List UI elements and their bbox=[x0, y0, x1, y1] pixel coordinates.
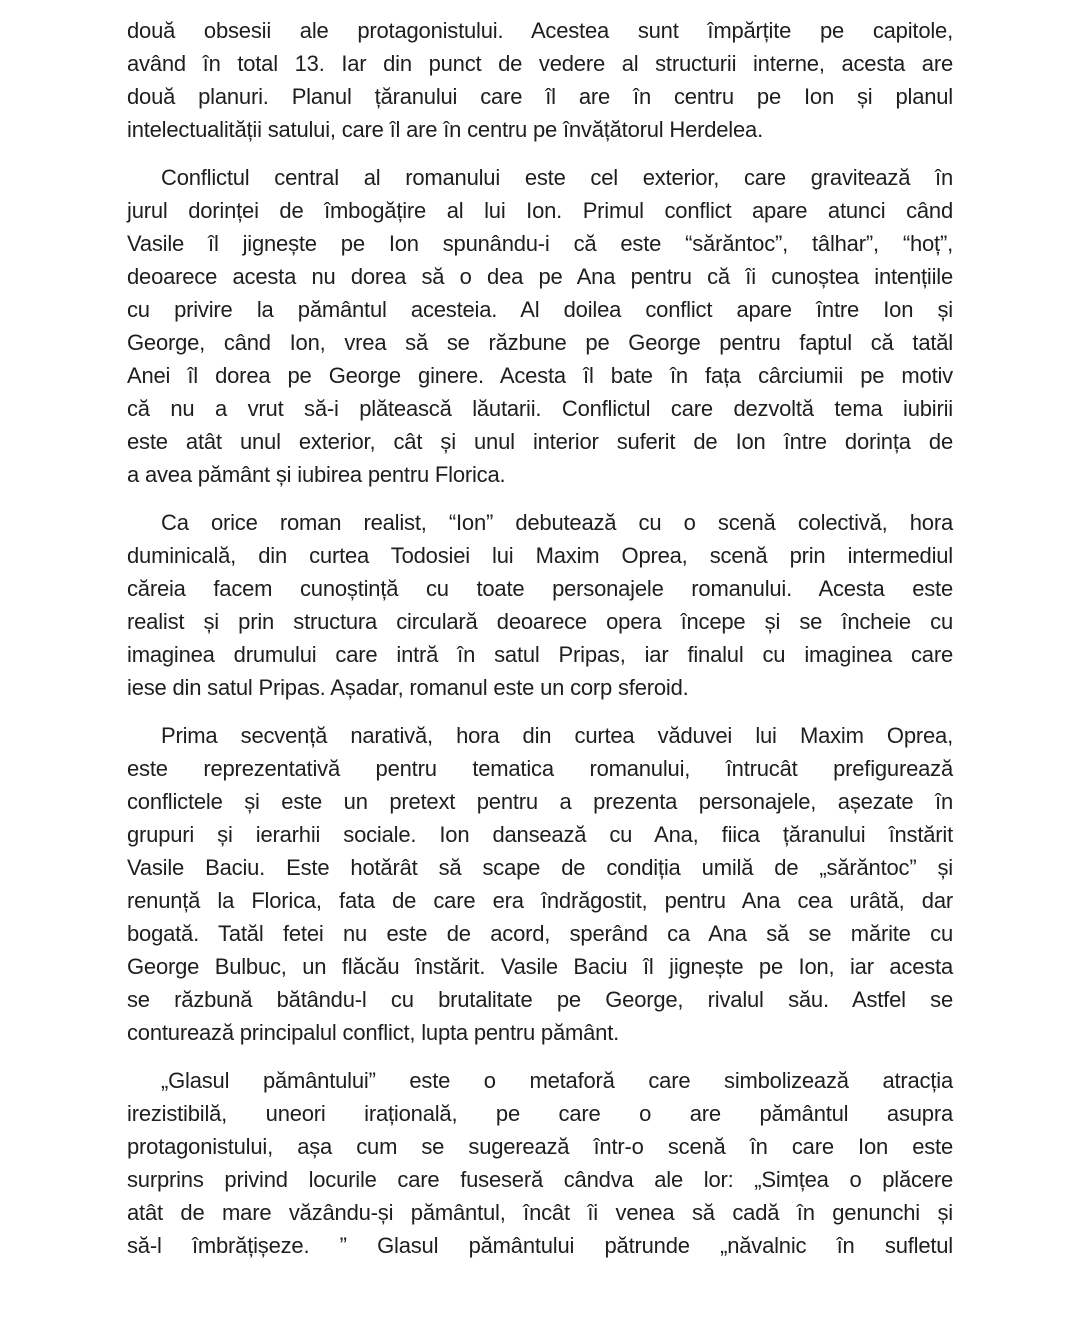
paragraph bbox=[127, 1064, 953, 1262]
text-line: că nu a vrut să-i plătească lăutarii. Conflictul care dezvoltă tema iubirii bbox=[127, 396, 953, 421]
text-line: Ca orice roman realist, “Ion” debutează cu o scenă colectivă, hora bbox=[161, 510, 953, 535]
text-line: având în total 13. Iar din punct de vedere al structurii interne, acesta are bbox=[127, 51, 953, 76]
text-line: este atât unul exterior, cât și unul interior suferit de Ion între dorința de bbox=[127, 429, 953, 454]
text-line: „Glasul pământului” este o metaforă care simbolizează atracția bbox=[161, 1068, 953, 1093]
text-line: Prima secvență narativă, hora din curtea văduvei lui Maxim Oprea, bbox=[161, 723, 953, 748]
text-line: realist și prin structura circulară deoarece opera începe și se încheie cu bbox=[127, 609, 953, 634]
text-line: Anei îl dorea pe George ginere. Acesta îl bate în fața cârciumii pe motiv bbox=[127, 363, 953, 388]
text-line: deoarece acesta nu dorea să o dea pe Ana pentru că îi cunoștea intențiile bbox=[127, 264, 953, 289]
text-line: căreia facem cunoștință cu toate personajele romanului. Acesta este bbox=[127, 576, 953, 601]
text-line: să-l îmbrățișeze. ” Glasul pământului pătrunde „năvalnic în sufletul bbox=[127, 1233, 953, 1258]
text-line: irezistibilă, uneori irațională, pe care o are pământul asupra bbox=[127, 1101, 953, 1126]
text-line: conturează principalul conflict, lupta pentru pământ. bbox=[127, 1020, 620, 1045]
text-line: iese din satul Pripas. Așadar, romanul este un corp sferoid. bbox=[127, 675, 689, 700]
text-line: George Bulbuc, un flăcău înstărit. Vasile Baciu îl jignește pe Ion, iar acesta bbox=[127, 954, 953, 979]
text-line: renunță la Florica, fata de care era îndrăgostit, pentru Ana cea urâtă, dar bbox=[127, 888, 953, 913]
text-line: surprins privind locurile care fuseseră cândva ale lor: „Simțea o plăcere bbox=[127, 1167, 953, 1192]
paragraph bbox=[127, 506, 953, 704]
text-line: Vasile Baciu. Este hotărât să scape de condiția umilă de „sărăntoc” și bbox=[127, 855, 953, 880]
text-line: intelectualității satului, care îl are în centru pe învățătorul Herdelea. bbox=[127, 117, 763, 142]
text-line: Vasile îl jignește pe Ion spunându-i că este “sărăntoc”, tâlhar”, “hoț”, bbox=[127, 231, 953, 256]
text-line: se răzbună bătându-l cu brutalitate pe George, rivalul său. Astfel se bbox=[127, 987, 953, 1012]
text-line: George, când Ion, vrea să se răzbune pe George pentru faptul că tatăl bbox=[127, 330, 953, 355]
text-line: imaginea drumului care intră în satul Pripas, iar finalul cu imaginea care bbox=[127, 642, 953, 667]
text-line: Conflictul central al romanului este cel exterior, care gravitează în bbox=[161, 165, 953, 190]
text-line: este reprezentativă pentru tematica romanului, întrucât prefigurează bbox=[127, 756, 953, 781]
paragraph bbox=[127, 161, 953, 491]
text-line: bogată. Tatăl fetei nu este de acord, sperând ca Ana să se mărite cu bbox=[127, 921, 953, 946]
paragraph bbox=[127, 14, 953, 146]
text-line: conflictele și este un pretext pentru a prezenta personajele, așezate în bbox=[127, 789, 953, 814]
text-line: jurul dorinței de îmbogățire al lui Ion. Primul conflict apare atunci când bbox=[127, 198, 953, 223]
text-line: cu privire la pământul acesteia. Al doilea conflict apare între Ion și bbox=[127, 297, 953, 322]
text-line: două obsesii ale protagonistului. Acestea sunt împărțite pe capitole, bbox=[127, 18, 953, 43]
paragraph bbox=[127, 719, 953, 1049]
text-line: atât de mare văzându-și pământul, încât îi venea să cadă în genunchi și bbox=[127, 1200, 953, 1225]
text-line: protagonistului, așa cum se sugerează într-o scenă în care Ion este bbox=[127, 1134, 953, 1159]
text-line: a avea pământ și iubirea pentru Florica. bbox=[127, 462, 506, 487]
text-line: grupuri și ierarhii sociale. Ion dansează cu Ana, fiica țăranului înstărit bbox=[127, 822, 953, 847]
document-page bbox=[127, 14, 953, 1277]
text-line: duminicală, din curtea Todosiei lui Maxim Oprea, scenă prin intermediul bbox=[127, 543, 953, 568]
text-line: două planuri. Planul țăranului care îl are în centru pe Ion și planul bbox=[127, 84, 953, 109]
